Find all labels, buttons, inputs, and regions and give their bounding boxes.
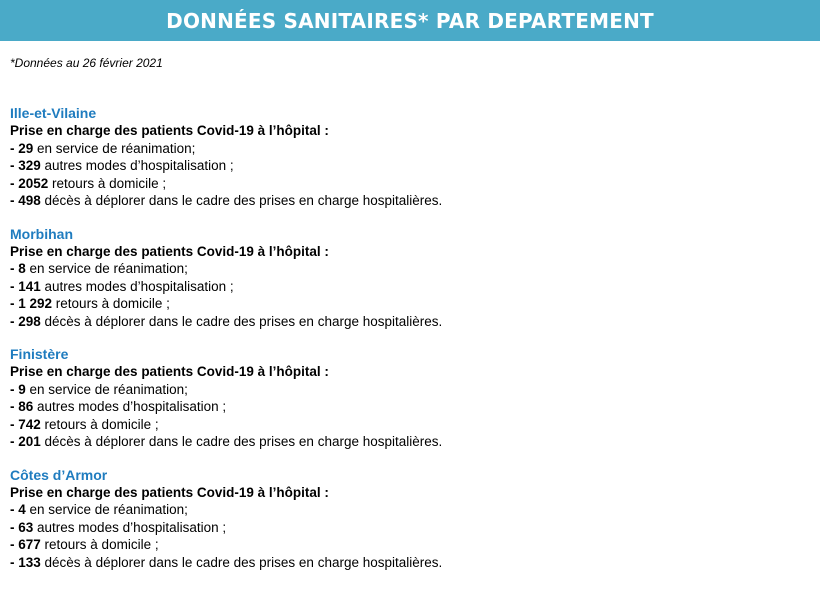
stat-prefix: - [10,416,19,432]
stat-prefix: - [10,296,19,311]
department-heading: Prise en charge des patients Covid-19 à l’hôpital : [10,364,329,379]
stat-text: en service de réanimation; [25,502,188,517]
stat-line [10,501,800,519]
stat-line [10,295,800,313]
stat-line [10,157,800,175]
stat-text: retours à domicile ; [48,175,167,191]
stat-prefix: - [10,537,19,552]
stat-line [10,416,800,434]
department-name: Ille-et-Vilaine [10,105,97,121]
stat-value: 9 [18,381,26,397]
stat-prefix: - [10,381,19,397]
stat-prefix: - [10,554,19,570]
stat-prefix: - [10,519,19,535]
stat-line [10,554,800,572]
stat-value: 329 [18,158,41,173]
stat-text: retours à domicile ; [52,296,170,311]
stat-prefix: - [10,502,19,517]
department-section [10,346,800,451]
stat-value: 1 292 [18,296,53,311]
department-name: Morbihan [10,225,73,242]
stat-value: 2052 [18,175,49,191]
stat-prefix: - [10,434,19,449]
departments-list [10,105,800,587]
stat-line [10,260,800,278]
stat-line [10,398,800,416]
stat-prefix: - [10,140,19,156]
stat-value: 298 [18,313,41,329]
date-note: *Données au 26 février 2021 [10,56,163,70]
stat-text: décès à déplorer dans le cadre des prises en charge hospitalières. [40,434,443,449]
stat-value: 201 [18,434,41,449]
stat-text: autres modes d’hospitalisation ; [40,158,234,173]
stat-text: en service de réanimation; [33,140,196,156]
stat-line [10,140,800,158]
stat-line [10,381,800,399]
stat-line [10,433,800,451]
stat-prefix: - [10,261,19,276]
stat-line [10,313,800,331]
stat-value: 677 [18,537,41,552]
stat-text: décès à déplorer dans le cadre des prises en charge hospitalières. [40,313,443,329]
stat-text: autres modes d’hospitalisation ; [33,399,227,414]
stat-text: décès à déplorer dans le cadre des prises en charge hospitalières. [40,193,443,208]
department-name: Finistère [10,346,69,362]
stat-prefix: - [10,158,19,173]
stat-text: en service de réanimation; [25,381,188,397]
stat-line [10,175,800,193]
header-banner [0,0,820,41]
stat-value: 8 [18,261,26,276]
stat-line [10,519,800,537]
department-heading: Prise en charge des patients Covid-19 à l’hôpital : [10,484,329,500]
stat-prefix: - [10,193,19,208]
stat-value: 141 [18,278,41,294]
stat-line [10,278,800,296]
department-section [10,226,800,331]
stat-text: retours à domicile ; [40,416,159,432]
department-heading: Prise en charge des patients Covid-19 à l’hôpital : [10,123,329,138]
stat-text: décès à déplorer dans le cadre des prises en charge hospitalières. [40,554,443,570]
department-section [10,467,800,572]
stat-prefix: - [10,278,19,294]
stat-text: retours à domicile ; [40,537,159,552]
page-title: DONNÉES SANITAIRES* PAR DEPARTEMENT [166,8,654,33]
stat-prefix: - [10,175,19,191]
stat-prefix: - [10,313,19,329]
stat-value: 4 [18,502,26,517]
stat-value: 63 [18,519,34,535]
stat-text: autres modes d’hospitalisation ; [33,519,227,535]
stat-value: 86 [18,399,34,414]
stat-line [10,536,800,554]
stat-prefix: - [10,399,19,414]
stat-value: 498 [18,193,41,208]
department-heading: Prise en charge des patients Covid-19 à l’hôpital : [10,243,329,259]
stat-text: autres modes d’hospitalisation ; [40,278,234,294]
stat-line [10,192,800,210]
stat-value: 29 [18,140,34,156]
stat-value: 133 [18,554,41,570]
stat-value: 742 [18,416,41,432]
stat-text: en service de réanimation; [25,261,188,276]
department-section [10,105,800,210]
department-name: Côtes d’Armor [10,466,108,483]
